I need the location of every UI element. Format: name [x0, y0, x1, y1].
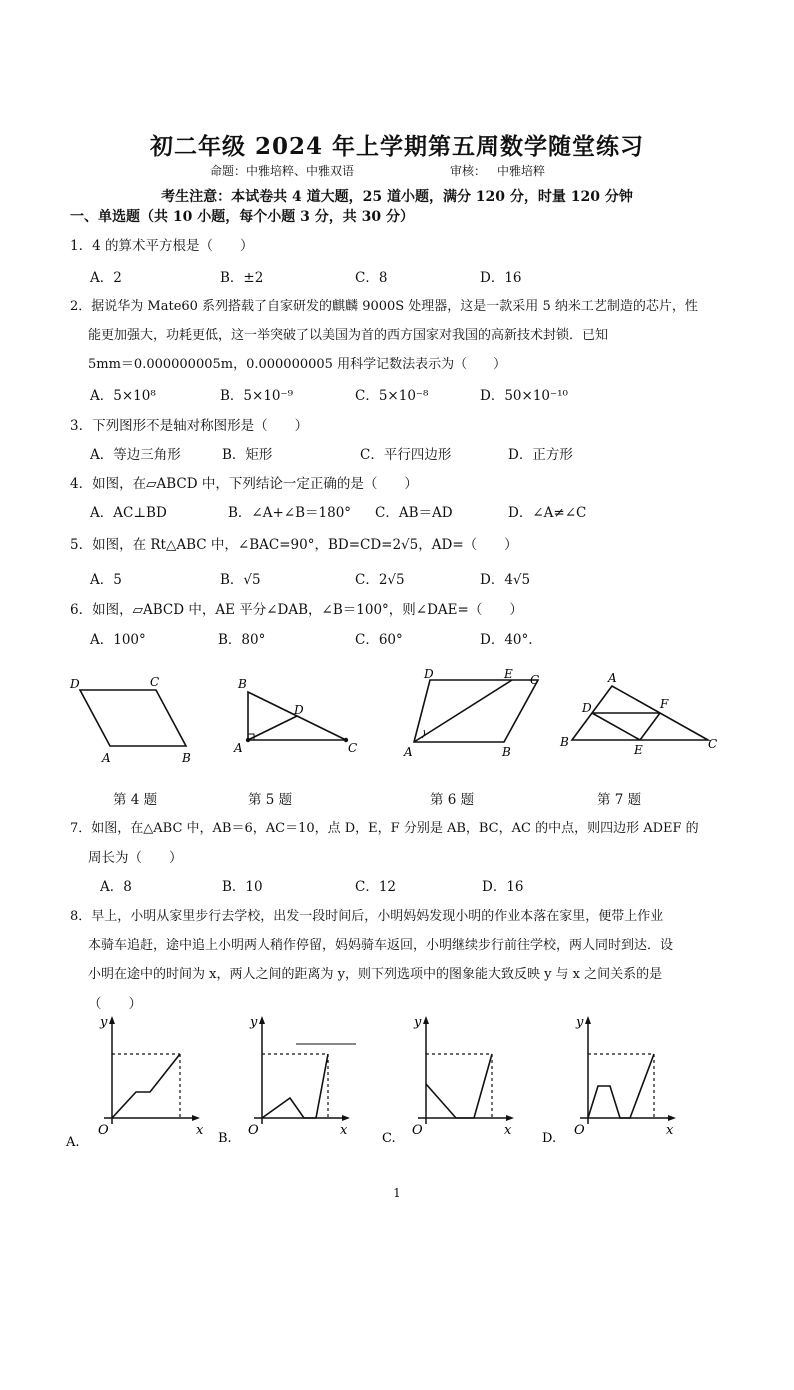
q1-option-b: B．±2: [220, 270, 264, 286]
question-8-stem-line1: 8．早上，小明从家里步行去学校，出发一段时间后，小明妈妈发现小明的作业本落在家里，便带上作业: [70, 909, 664, 924]
graph-a-y-label: y: [100, 1015, 108, 1030]
figure-4-parallelogram: [66, 670, 206, 770]
question-3-stem: 3．下列图形不是轴对称图形是（ ）: [70, 418, 309, 434]
q1-option-c: C．8: [355, 270, 388, 286]
q5-option-c: C．2√5: [355, 572, 405, 588]
graph-b-y-label: y: [250, 1015, 258, 1030]
question-7-stem-line2: 周长为（ ）: [88, 850, 183, 866]
figure-5-right-triangle: [228, 672, 368, 762]
q7-option-b: B．10: [222, 879, 263, 895]
q2-option-d: D．50×10⁻¹⁰: [480, 388, 568, 404]
question-8-stem-line3: 小明在途中的时间为 x，两人之间的距离为 y，则下列选项中的图象能大致反映 y 与 x 之间关系的是: [88, 967, 663, 982]
q3-option-c: C．平行四边形: [360, 447, 452, 463]
q6-option-b: B．80°: [218, 632, 266, 648]
fig5-label-c: C: [348, 741, 358, 755]
question-1-stem: 1．4 的算术平方根是（ ）: [70, 238, 254, 254]
fig6-label-c: C: [530, 673, 540, 687]
q4-option-a: A．AC⊥BD: [90, 505, 167, 521]
figure-4-caption: 第 4 题: [113, 792, 158, 808]
graph-c-x-label: x: [504, 1123, 512, 1138]
graph-a-option-label: A.: [66, 1135, 80, 1150]
fig7-label-d: D: [582, 701, 592, 715]
exam-notice: 考生注意：本试卷共 4 道大题，25 道小题，满分 120 分，时量 120 分钟: [161, 189, 633, 205]
fig5-label-b: B: [238, 677, 247, 691]
fig7-label-b: B: [560, 735, 569, 749]
graph-d-y-label: y: [576, 1015, 584, 1030]
fig5-label-d: D: [294, 703, 304, 717]
graph-b-origin: O: [248, 1123, 259, 1138]
q2-option-c: C．5×10⁻⁸: [355, 388, 429, 404]
figure-7-caption: 第 7 题: [597, 792, 642, 808]
graph-a-origin: O: [98, 1123, 109, 1138]
q5-option-b: B．√5: [220, 572, 261, 588]
q1-option-a: A．2: [90, 270, 122, 286]
fig4-label-b: B: [182, 751, 191, 765]
fig4-label-c: C: [150, 675, 160, 689]
q2-option-a: A．5×10⁸: [90, 388, 156, 404]
graph-a-x-label: x: [196, 1123, 204, 1138]
q6-option-a: A．100°: [90, 632, 146, 648]
fig6-label-e: E: [504, 667, 513, 681]
figure-6-parallelogram: [400, 664, 550, 764]
fig6-label-a: A: [404, 745, 413, 759]
q6-option-d: D．40°.: [480, 632, 533, 648]
q7-option-a: A．8: [100, 879, 132, 895]
q3-option-a: A．等边三角形: [90, 447, 181, 463]
q1-option-d: D．16: [480, 270, 522, 286]
question-5-stem: 5．如图，在 Rt△ABC 中，∠BAC=90°，BD=CD=2√5，AD=（ ）: [70, 537, 518, 553]
section-heading: 一、单选题（共 10 小题，每个小题 3 分，共 30 分）: [70, 209, 414, 225]
fig4-label-d: D: [70, 677, 80, 691]
q8-graph-b: [214, 1012, 364, 1152]
figure-5-caption: 第 5 题: [248, 792, 293, 808]
figure-7-triangle-midpoints: [560, 670, 725, 760]
graph-d-option-label: D.: [542, 1131, 557, 1146]
question-2-stem-line2: 能更加强大，功耗更低，这一举突破了以美国为首的西方国家对我国的高新技术封锁．已知: [88, 328, 609, 343]
graph-b-x-label: x: [340, 1123, 348, 1138]
q4-option-d: D．∠A≠∠C: [508, 505, 587, 521]
question-2-stem-line3: 5mm＝0.000000005m，0.000000005 用科学记数法表示为（ ）: [88, 357, 507, 372]
author-label: 命题：中雅培粹、中雅双语: [210, 164, 355, 178]
q8-graph-a: [64, 1012, 214, 1152]
page-title: 初二年级 2024 年上学期第五周数学随堂练习: [149, 133, 645, 160]
q6-option-c: C．60°: [355, 632, 403, 648]
q3-option-d: D．正方形: [508, 447, 573, 463]
graph-b-option-label: B.: [218, 1131, 232, 1146]
q5-option-a: A．5: [90, 572, 122, 588]
question-8-stem-line4: （ ）: [88, 996, 142, 1012]
graph-c-option-label: C.: [382, 1131, 396, 1146]
q8-graph-c: [378, 1012, 528, 1152]
graph-c-origin: O: [412, 1123, 423, 1138]
fig7-label-c: C: [708, 737, 718, 751]
question-6-stem: 6．如图，▱ABCD 中，AE 平分∠DAB，∠B＝100°，则∠DAE=（ ）: [70, 602, 523, 618]
fig6-label-d: D: [424, 667, 434, 681]
fig7-label-e: E: [634, 743, 643, 757]
graph-d-origin: O: [574, 1123, 585, 1138]
q4-option-c: C．AB＝AD: [375, 505, 453, 521]
fig7-label-f: F: [660, 697, 669, 711]
q7-option-c: C．12: [355, 879, 397, 895]
graph-c-y-label: y: [414, 1015, 422, 1030]
fig4-label-a: A: [102, 751, 111, 765]
page-number: 1: [393, 1186, 401, 1200]
reviewer-label: 审核：: [450, 164, 487, 178]
fig7-label-a: A: [608, 671, 617, 685]
figure-6-caption: 第 6 题: [430, 792, 475, 808]
q3-option-b: B．矩形: [222, 447, 273, 463]
q4-option-b: B．∠A+∠B＝180°: [228, 505, 352, 521]
q7-option-d: D．16: [482, 879, 524, 895]
fig5-label-a: A: [234, 741, 243, 755]
fig6-label-b: B: [502, 745, 511, 759]
q8-graph-d: [540, 1012, 690, 1152]
q2-option-b: B．5×10⁻⁹: [220, 388, 294, 404]
q5-option-d: D．4√5: [480, 572, 531, 588]
question-2-stem-line1: 2．据说华为 Mate60 系列搭载了自家研发的麒麟 9000S 处理器，这是一款采用 5 纳米工艺制造的芯片，性: [70, 299, 698, 314]
question-4-stem: 4．如图，在▱ABCD 中，下列结论一定正确的是（ ）: [70, 476, 418, 492]
question-7-stem-line1: 7．如图，在△ABC 中，AB＝6，AC＝10，点 D，E，F 分别是 AB，BC，AC 的中点，则四边形 ADEF 的: [70, 821, 699, 836]
graph-d-x-label: x: [666, 1123, 674, 1138]
reviewer-name: 中雅培粹: [497, 164, 546, 178]
question-8-stem-line2: 本骑车追赶，途中追上小明两人稍作停留，妈妈骑车返回，小明继续步行前往学校，两人同时到达．设: [88, 938, 674, 953]
